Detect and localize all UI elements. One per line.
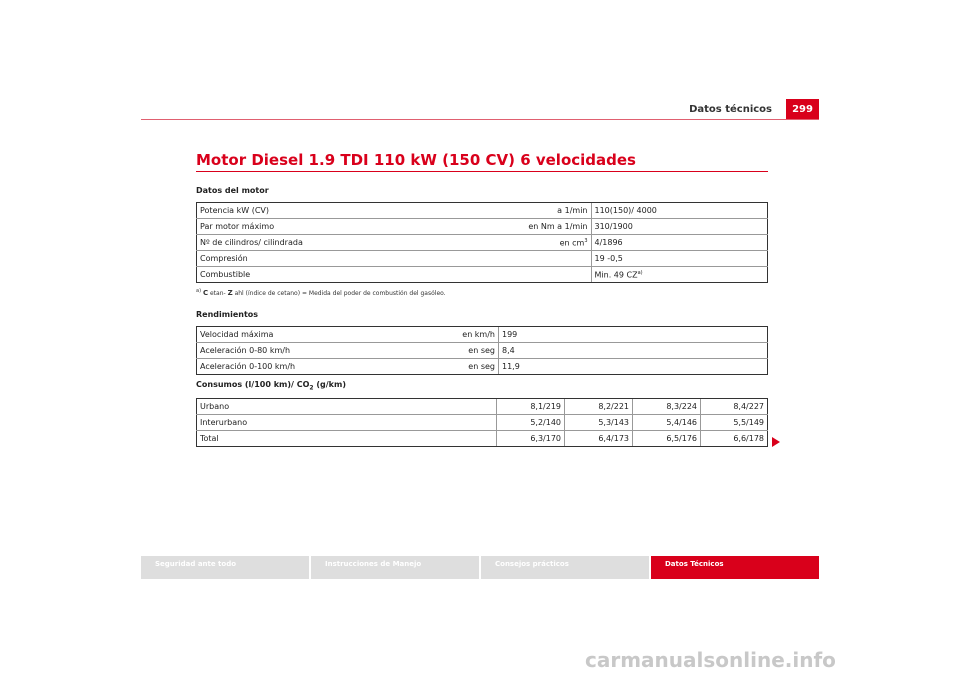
row-value: 8,2/221 [565, 399, 633, 415]
row-label: Combustible [197, 267, 485, 283]
row-value: 8,3/224 [633, 399, 701, 415]
table-row [197, 431, 768, 447]
consumption-heading-sub: 2 [309, 384, 314, 392]
footnote-c: C [202, 289, 209, 297]
row-value: 5,4/146 [633, 415, 701, 431]
row-label: Compresión [197, 251, 485, 267]
table-row [197, 219, 768, 235]
page-title: Motor Diesel 1.9 TDI 110 kW (150 CV) 6 velocidades [196, 151, 636, 169]
footnote-text: ahl (índice de cetano) = Medida del poder de combustión del gasóleo. [232, 290, 446, 297]
row-value: 6,6/178 [701, 431, 768, 447]
section-nav [141, 556, 819, 579]
row-label: Nº de cilindros/ cilindrada [197, 235, 485, 251]
engine-table [196, 202, 768, 283]
consumption-heading [196, 380, 346, 392]
row-unit: en seg [385, 343, 499, 359]
row-value: 4/1896 [591, 235, 768, 251]
nav-tab-consejos[interactable]: Consejos prácticos [481, 556, 649, 579]
footnote-etan: etan- [208, 290, 228, 297]
value-text: Min. 49 CZ [594, 270, 638, 280]
table-row [197, 359, 768, 375]
row-unit [485, 267, 592, 283]
row-label: Interurbano [197, 415, 497, 431]
row-value: 8,1/219 [497, 399, 565, 415]
nav-tab-datos-tecnicos[interactable]: Datos Técnicos [651, 556, 819, 579]
watermark: carmanualsonline.info [585, 648, 836, 672]
page-number: 299 [786, 99, 819, 119]
row-label: Par motor máximo [197, 219, 485, 235]
row-value: 8,4/227 [701, 399, 768, 415]
header-section-title: Datos técnicos [689, 104, 772, 115]
row-label: Total [197, 431, 497, 447]
row-unit: en seg [385, 359, 499, 375]
performance-heading: Rendimientos [196, 310, 259, 319]
row-value: 110(150)/ 4000 [591, 203, 768, 219]
unit-superscript: 3 [584, 237, 588, 244]
row-label: Potencia kW (CV) [197, 203, 485, 219]
row-label: Urbano [197, 399, 497, 415]
row-label: Aceleración 0-100 km/h [197, 359, 385, 375]
row-label: Aceleración 0-80 km/h [197, 343, 385, 359]
consumption-heading-pre: Consumos (l/100 km)/ CO [196, 380, 310, 389]
footnote-ref: a) [637, 269, 643, 276]
title-rule [196, 171, 768, 172]
row-value: 8,4 [499, 343, 768, 359]
row-unit: en Nm a 1/min [485, 219, 592, 235]
row-value: 5,2/140 [497, 415, 565, 431]
footnote-z: Z [227, 289, 233, 297]
table-row [197, 327, 768, 343]
table-row [197, 203, 768, 219]
row-unit [485, 251, 592, 267]
row-value: 6,4/173 [565, 431, 633, 447]
row-value: 6,3/170 [497, 431, 565, 447]
row-unit: en km/h [385, 327, 499, 343]
consumption-table [196, 398, 768, 447]
table-row [197, 251, 768, 267]
table-row [197, 343, 768, 359]
header-rule [141, 119, 819, 120]
next-page-arrow-icon[interactable] [772, 437, 780, 447]
unit-text: en cm [559, 238, 585, 248]
nav-tab-instrucciones[interactable]: Instrucciones de Manejo [311, 556, 479, 579]
row-value: 11,9 [499, 359, 768, 375]
table-row [197, 267, 768, 283]
row-unit: a 1/min [485, 203, 592, 219]
row-value: 199 [499, 327, 768, 343]
table-row [197, 399, 768, 415]
row-value: 5,3/143 [565, 415, 633, 431]
table-row [197, 235, 768, 251]
row-label: Velocidad máxima [197, 327, 385, 343]
performance-table [196, 326, 768, 375]
consumption-heading-post: (g/km) [313, 380, 346, 389]
row-value: 5,5/149 [701, 415, 768, 431]
nav-tab-seguridad[interactable]: Seguridad ante todo [141, 556, 309, 579]
row-value: 19 -0,5 [591, 251, 768, 267]
row-value: 310/1900 [591, 219, 768, 235]
footnote-marker: a) [196, 288, 202, 294]
row-value [591, 267, 768, 283]
engine-heading: Datos del motor [196, 186, 269, 195]
row-unit [485, 235, 592, 251]
table-row [197, 415, 768, 431]
footnote [196, 288, 446, 297]
row-value: 6,5/176 [633, 431, 701, 447]
